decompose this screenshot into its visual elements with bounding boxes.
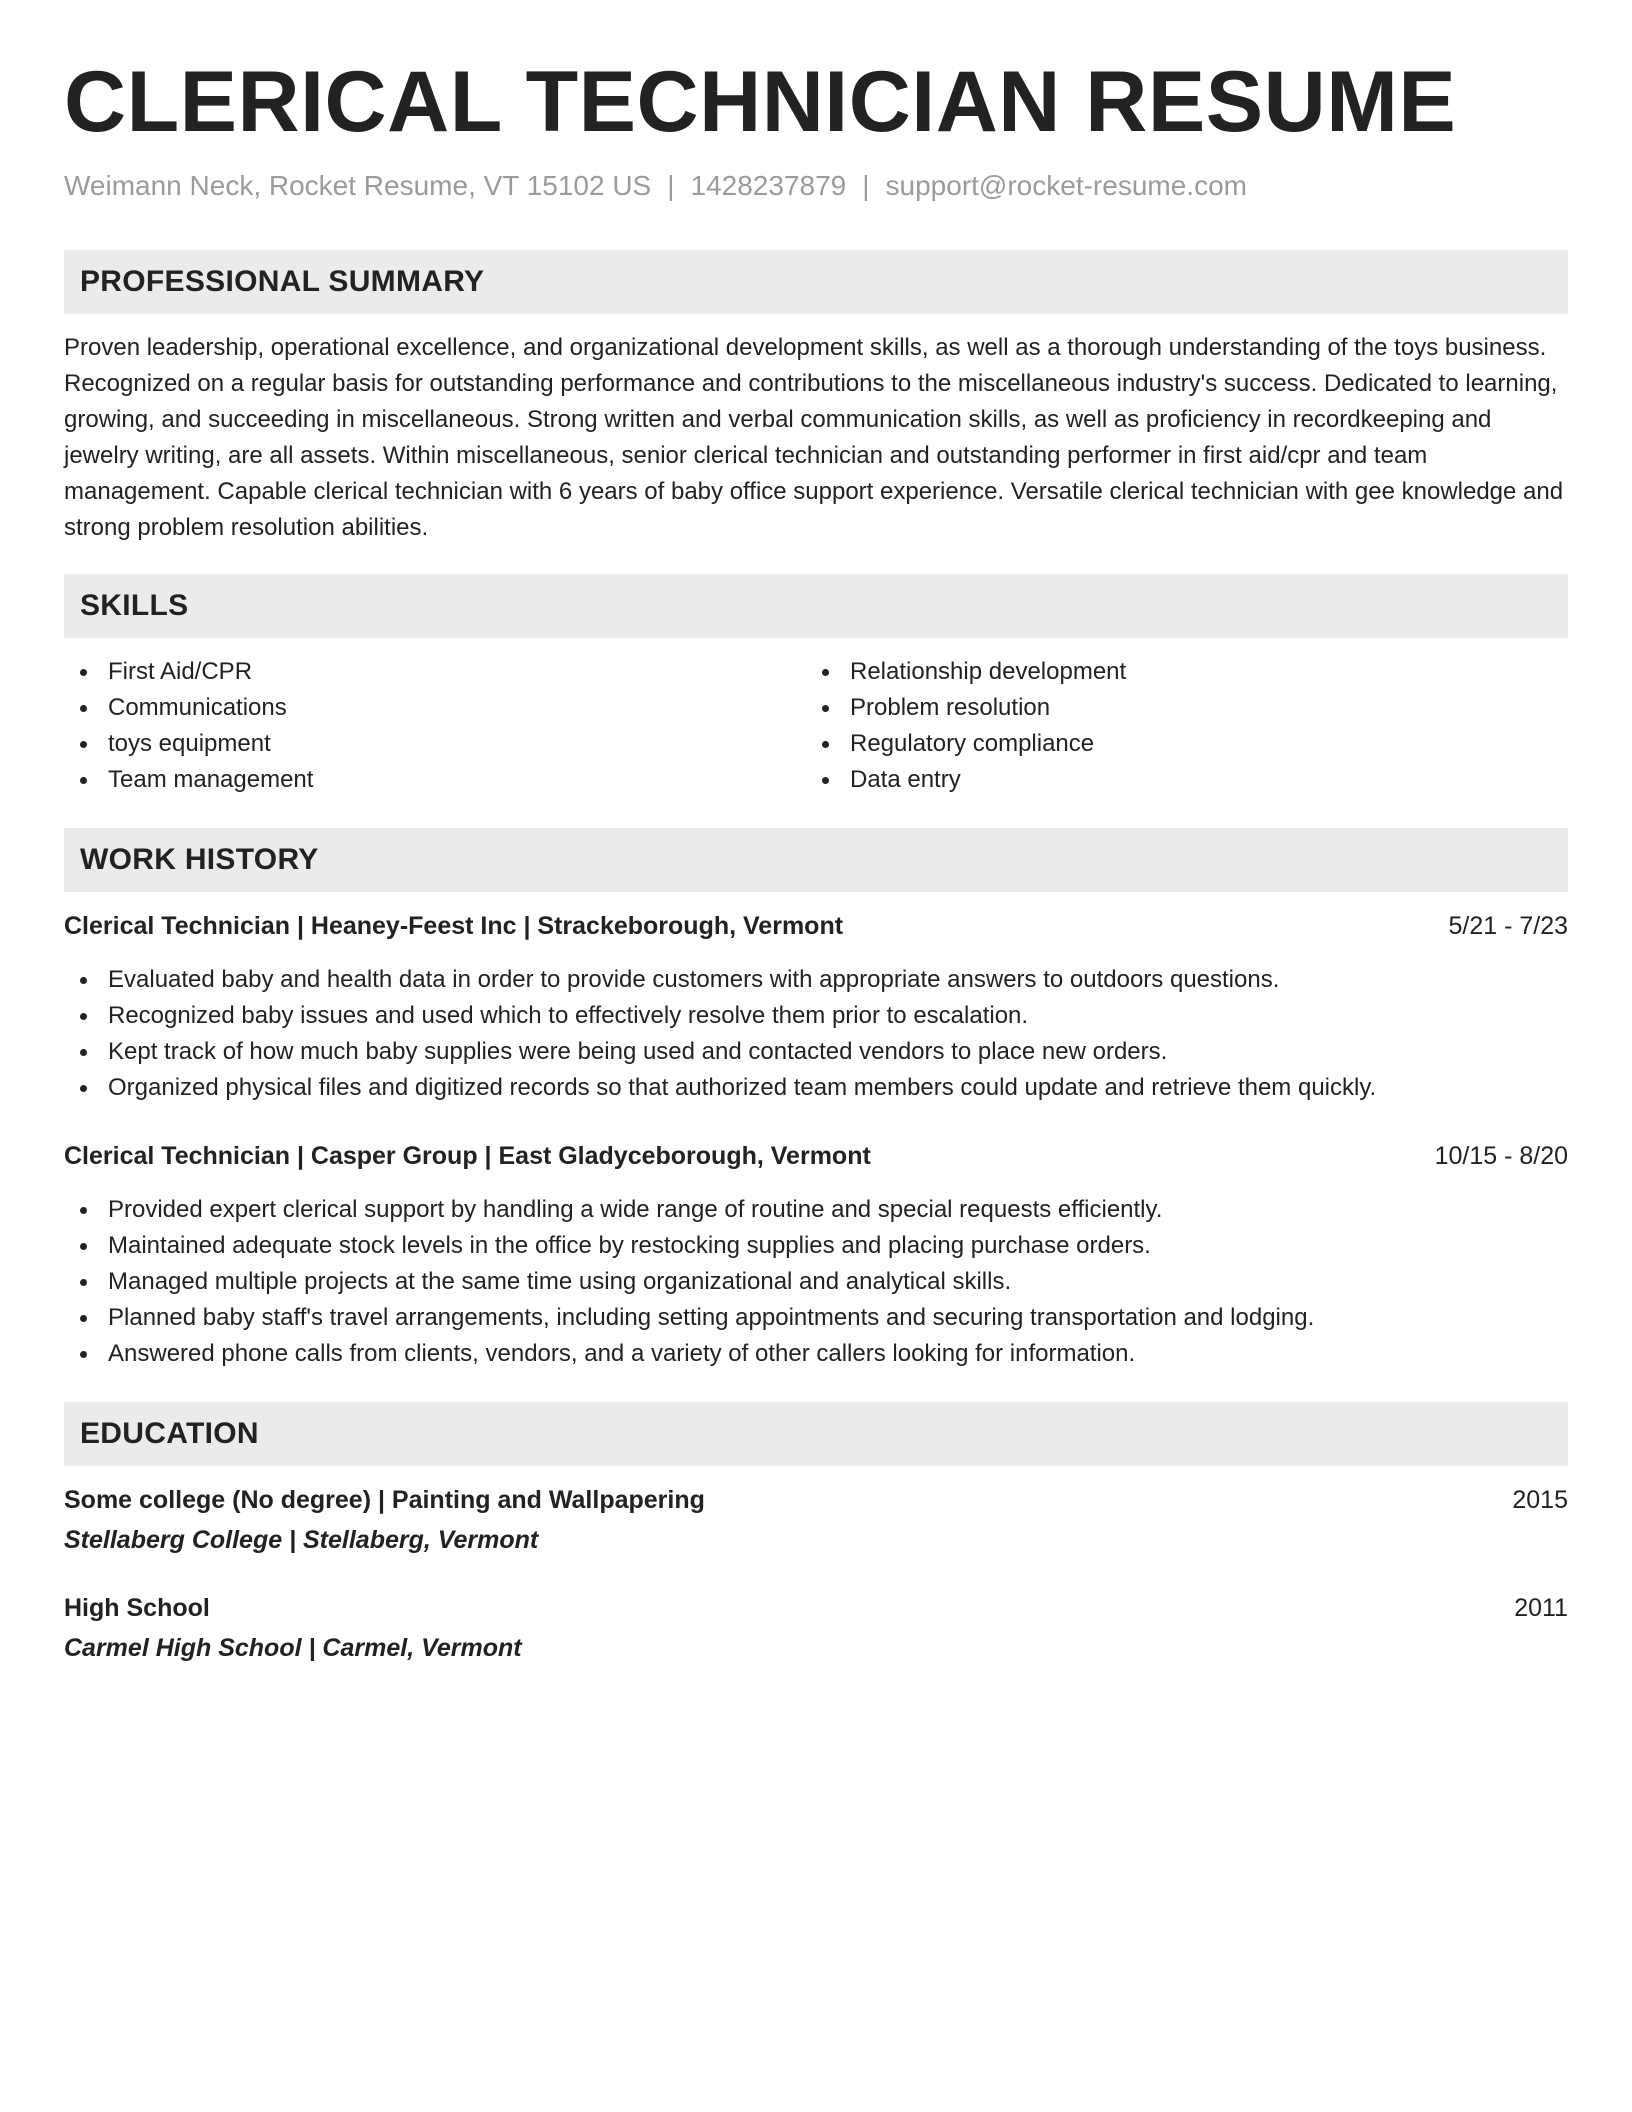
education-header bbox=[64, 1482, 1568, 1518]
resume-title: CLERICAL TECHNICIAN RESUME bbox=[64, 54, 1457, 150]
job-heading: Clerical Technician | Casper Group | East Gladyceborough, Vermont bbox=[64, 1142, 871, 1170]
skills-column-left bbox=[64, 654, 806, 798]
job-bullet: Recognized baby issues and used which to effectively resolve them prior to escalation. bbox=[64, 998, 1568, 1034]
job-entry bbox=[64, 908, 1568, 1106]
contact-separator: | bbox=[667, 170, 675, 201]
skill-item: toys equipment bbox=[64, 726, 806, 762]
job-bullet: Managed multiple projects at the same time using organizational and analytical skills. bbox=[64, 1264, 1568, 1300]
contact-line bbox=[64, 168, 1568, 204]
job-bullets bbox=[64, 962, 1568, 1106]
contact-email: support@rocket-resume.com bbox=[885, 170, 1247, 201]
job-bullet: Kept track of how much baby supplies were being used and contacted vendors to place new orders. bbox=[64, 1034, 1568, 1070]
skill-item: Regulatory compliance bbox=[806, 726, 1548, 762]
education-degree: Some college (No degree) | Painting and Wallpapering bbox=[64, 1486, 705, 1514]
job-bullet: Provided expert clerical support by handling a wide range of routine and special requests efficiently. bbox=[64, 1192, 1568, 1228]
job-bullet: Organized physical files and digitized records so that authorized team members could update and retrieve them quickly. bbox=[64, 1070, 1568, 1106]
education-entry bbox=[64, 1590, 1568, 1666]
education-school: Carmel High School | Carmel, Vermont bbox=[64, 1634, 522, 1662]
contact-separator: | bbox=[862, 170, 870, 201]
job-heading: Clerical Technician | Heaney-Feest Inc | Strackeborough, Vermont bbox=[64, 912, 844, 940]
education-year: 2011 bbox=[1514, 1594, 1568, 1622]
skill-item: Relationship development bbox=[806, 654, 1548, 690]
section-header-skills: SKILLS bbox=[64, 574, 1568, 638]
resume-page bbox=[64, 52, 1568, 1666]
education-school: Stellaberg College | Stellaberg, Vermont bbox=[64, 1526, 539, 1554]
job-bullet: Maintained adequate stock levels in the office by restocking supplies and placing purchase orders. bbox=[64, 1228, 1568, 1264]
skills-column-right bbox=[806, 654, 1548, 798]
education-header bbox=[64, 1590, 1568, 1626]
skill-item: Team management bbox=[64, 762, 806, 798]
skills-list bbox=[64, 654, 1568, 798]
job-header bbox=[64, 908, 1568, 944]
job-dates: 10/15 - 8/20 bbox=[1434, 1142, 1568, 1170]
job-dates: 5/21 - 7/23 bbox=[1448, 912, 1568, 940]
job-bullet: Planned baby staff's travel arrangements, including setting appointments and securing transportation and lodging. bbox=[64, 1300, 1568, 1336]
summary-text: Proven leadership, operational excellence, and organizational development skills, as well as a thorough understanding of the toys business. Recognized on a regular basis for outstanding performance and contributions to the miscellaneous industry's success. Dedicated to learning, growing, and succeeding in miscellaneous. Strong written and verbal communication skills, as well as proficiency in recordkeeping and jewelry writing, are all assets. Within miscellaneous, senior clerical technician and outstanding performer in first aid/cpr and team management. Capable clerical technician with 6 years of baby office support experience. Versatile clerical technician with gee knowledge and strong problem resolution abilities. bbox=[64, 334, 1564, 541]
job-header bbox=[64, 1138, 1568, 1174]
skill-item: Data entry bbox=[806, 762, 1548, 798]
job-entry bbox=[64, 1138, 1568, 1372]
job-bullet: Answered phone calls from clients, vendors, and a variety of other callers looking for information. bbox=[64, 1336, 1568, 1372]
contact-phone: 1428237879 bbox=[690, 170, 847, 201]
education-year: 2015 bbox=[1512, 1486, 1568, 1514]
skill-item: First Aid/CPR bbox=[64, 654, 806, 690]
skill-item: Problem resolution bbox=[806, 690, 1548, 726]
job-bullet: Evaluated baby and health data in order to provide customers with appropriate answers to outdoors questions. bbox=[64, 962, 1568, 998]
section-header-summary: PROFESSIONAL SUMMARY bbox=[64, 250, 1568, 314]
section-header-education: EDUCATION bbox=[64, 1402, 1568, 1466]
skill-item: Communications bbox=[64, 690, 806, 726]
education-degree: High School bbox=[64, 1594, 210, 1622]
section-header-work-history: WORK HISTORY bbox=[64, 828, 1568, 892]
education-entry bbox=[64, 1482, 1568, 1558]
contact-address: Weimann Neck, Rocket Resume, VT 15102 US bbox=[64, 170, 652, 201]
job-bullets bbox=[64, 1192, 1568, 1372]
